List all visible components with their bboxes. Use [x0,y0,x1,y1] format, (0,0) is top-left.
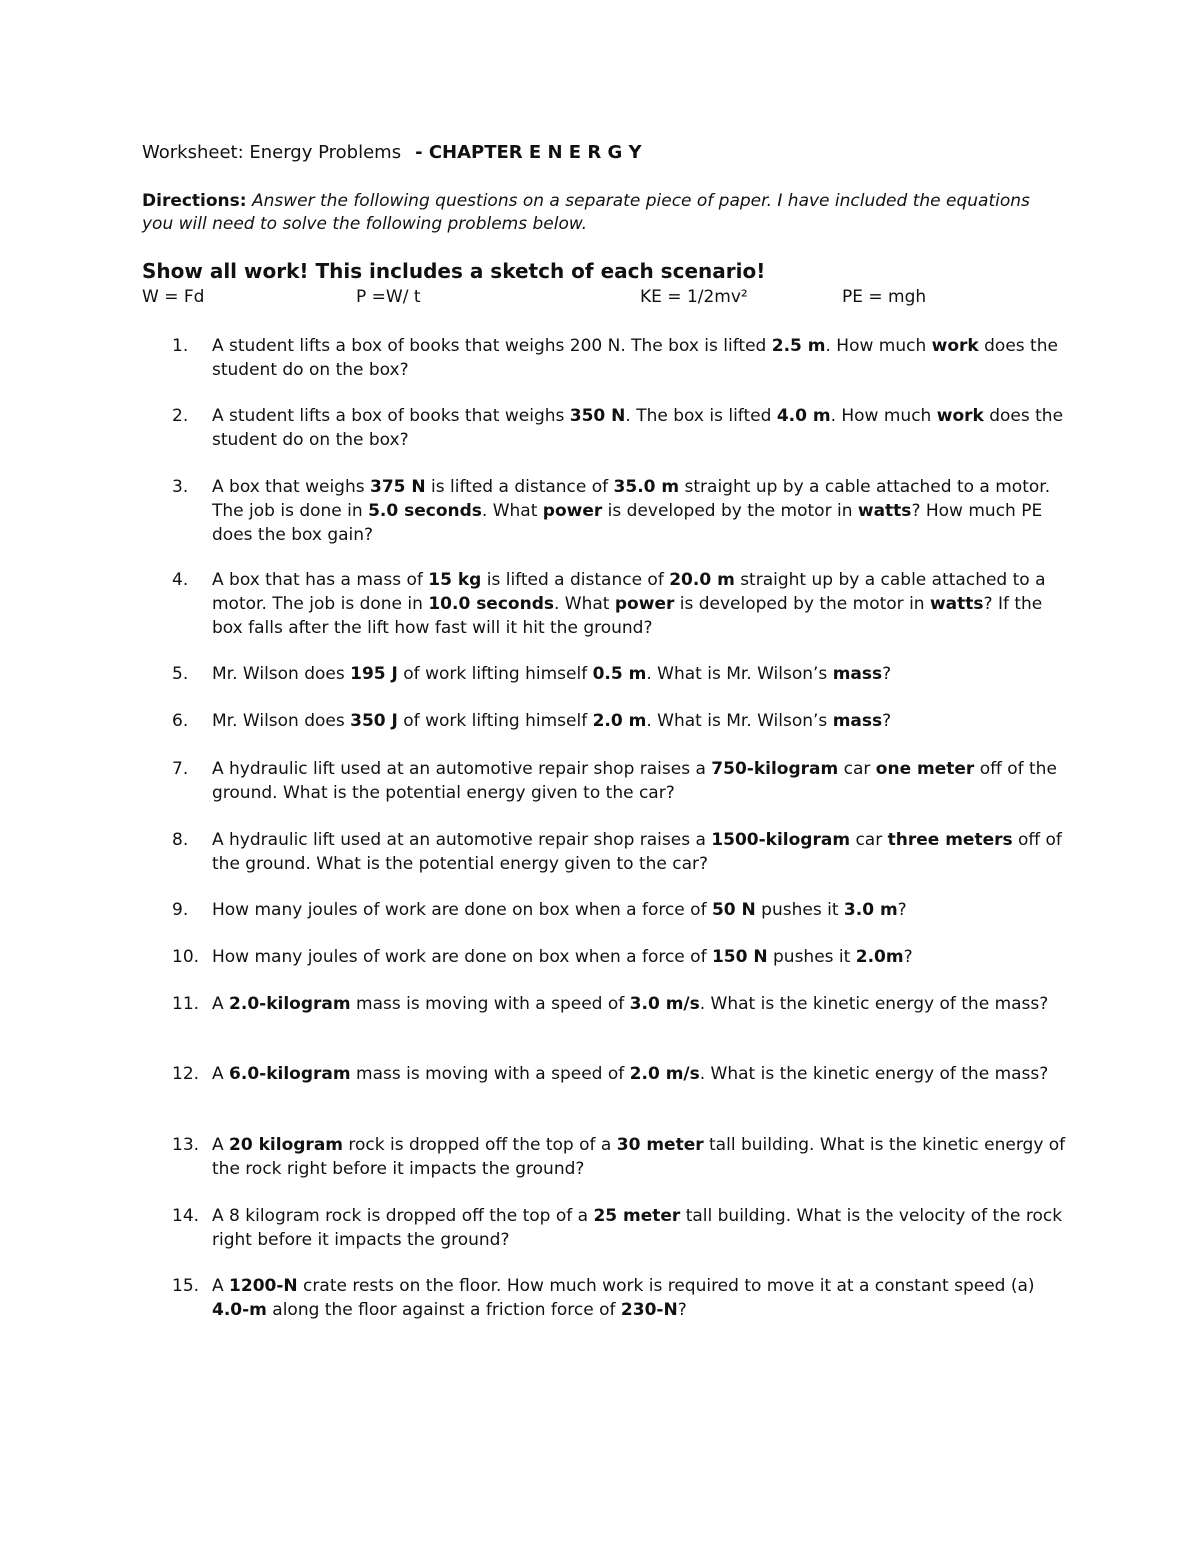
question-segment: rock is dropped off the top of a [343,1135,617,1155]
question-segment: A [212,1064,230,1084]
question-emphasis: 10.0 seconds [428,594,554,614]
chapter-label: - CHAPTER E N E R G Y [415,142,642,163]
question-emphasis: 25 meter [593,1206,681,1226]
question-segment: straight up by a cable attached to a motor. The job is done in [212,570,1046,614]
question-segment: off of the ground. What is the potential energy given to the car? [212,830,1062,874]
question-emphasis: 2.0 m [592,711,647,731]
question-emphasis: 15 kg [428,570,482,590]
question-segment: of work lifting himself [397,664,593,684]
question-text [212,709,1072,733]
question-number: 6. [172,711,189,731]
question-emphasis: 4.0 m [776,406,831,426]
question-emphasis: 2.0m [855,947,904,967]
question-segment: A 8 kilogram rock is dropped off the top of a [212,1206,594,1226]
question-emphasis: 1200-N [229,1276,298,1296]
question-segment: is developed by the motor in [674,594,930,614]
question-number: 13. [172,1135,200,1155]
question-number: 10. [172,947,200,967]
question-item [172,1274,1072,1322]
question-text [212,1204,1072,1252]
question-emphasis: one meter [875,759,975,779]
question-emphasis: watts [929,594,984,614]
question-segment: ? If the box falls after the lift how fast will it hit the ground? [212,594,1043,638]
question-segment: off of the ground. What is the potential energy given to the car? [212,759,1057,803]
question-segment: does the student do on the box? [212,406,1064,450]
question-emphasis: 6.0-kilogram [229,1064,351,1084]
question-emphasis: 375 N [370,477,426,497]
question-segment: . What [481,501,543,521]
directions-label: Directions: [142,191,247,211]
question-number: 11. [172,994,200,1014]
question-number: 7. [172,759,189,779]
question-number: 4. [172,570,189,590]
question-item [172,662,1072,686]
question-segment: ? [882,711,892,731]
question-segment: A [212,1135,230,1155]
question-item [172,475,1072,547]
question-emphasis: 150 N [711,947,768,967]
question-text [212,1062,1072,1086]
question-segment: pushes it [767,947,856,967]
question-emphasis: work [931,336,979,356]
question-segment: . How much [830,406,937,426]
question-segment: mass is moving with a speed of [350,994,630,1014]
question-emphasis: 5.0 seconds [368,501,482,521]
question-emphasis: three meters [887,830,1013,850]
question-number: 12. [172,1064,200,1084]
question-emphasis: 0.5 m [592,664,647,684]
question-text [212,662,1072,686]
directions-text: Answer the following questions on a separate piece of paper. I have included the equations you will need to solve the following problems below. [142,191,1030,234]
question-emphasis: 4.0-m [212,1300,267,1320]
question-emphasis: work [936,406,984,426]
question-segment: mass is moving with a speed of [350,1064,630,1084]
question-segment: . What is the kinetic energy of the mass? [699,1064,1049,1084]
question-emphasis: power [542,501,603,521]
question-segment: is lifted a distance of [481,570,670,590]
question-emphasis: 20.0 m [669,570,735,590]
question-item [172,709,1072,733]
question-segment: does the student do on the box? [212,336,1058,380]
question-emphasis: 350 J [350,711,398,731]
question-emphasis: 3.0 m/s [629,994,700,1014]
question-item [172,898,1072,922]
question-text [212,334,1072,382]
question-segment: A student lifts a box of books that weighs 200 N. The box is lifted [212,336,772,356]
question-number: 3. [172,477,189,497]
question-segment: of work lifting himself [397,711,593,731]
question-segment: . What is Mr. Wilson’s [646,711,833,731]
question-text [212,898,1072,922]
question-emphasis: watts [857,501,912,521]
question-emphasis: 1500-kilogram [711,830,851,850]
show-work-instruction: Show all work! This includes a sketch of each scenario! [142,259,766,283]
question-text [212,1133,1072,1181]
question-segment: How many joules of work are done on box when a force of [212,947,712,967]
question-segment: is developed by the motor in [602,501,858,521]
question-text [212,1274,1072,1322]
question-item [172,945,1072,969]
question-emphasis: 2.0-kilogram [229,994,351,1014]
question-segment: A box that weighs [212,477,371,497]
question-segment: A hydraulic lift used at an automotive repair shop raises a [212,759,712,779]
question-item [172,568,1072,640]
title-text: Worksheet: Energy Problems [142,142,402,163]
question-segment: . What [554,594,615,614]
question-item [172,828,1072,876]
question-segment: pushes it [755,900,844,920]
question-number: 1. [172,336,189,356]
question-segment: ? How much PE does the box gain? [212,501,1043,545]
question-emphasis: 350 N [569,406,626,426]
question-number: 5. [172,664,189,684]
equation-kinetic-energy: KE = 1/2mv² [640,287,748,307]
question-segment: ? [677,1300,687,1320]
question-segment: . What is the kinetic energy of the mass? [699,994,1049,1014]
question-segment: Mr. Wilson does [212,711,351,731]
equation-work: W = Fd [142,287,205,307]
question-emphasis: 35.0 m [613,477,680,497]
question-segment: A box that has a mass of [212,570,429,590]
question-segment: along the floor against a friction force of [266,1300,621,1320]
question-emphasis: 3.0 m [843,900,898,920]
question-item [172,992,1072,1016]
question-text [212,945,1072,969]
question-segment: . How much [825,336,932,356]
question-emphasis: mass [832,711,883,731]
question-segment: ? [903,947,913,967]
question-emphasis: 2.0 m/s [629,1064,700,1084]
question-segment: . What is Mr. Wilson’s [646,664,833,684]
question-segment: tall building. What is the kinetic energy of the rock right before it impacts the ground? [212,1135,1066,1179]
question-segment: A [212,994,230,1014]
question-emphasis: 30 meter [616,1135,704,1155]
question-text [212,828,1072,876]
question-number: 15. [172,1276,200,1296]
question-text [212,475,1072,547]
question-emphasis: 195 J [350,664,398,684]
question-segment: A [212,1276,230,1296]
equations-row [142,287,1062,311]
equation-potential-energy: PE = mgh [842,287,927,307]
question-item [172,757,1072,805]
question-segment: straight up by a cable attached to a motor. The job is done in [212,477,1051,521]
question-item [172,404,1072,452]
question-segment: A student lifts a box of books that weighs [212,406,570,426]
question-segment: How many joules of work are done on box when a force of [212,900,712,920]
question-segment: car [850,830,888,850]
question-segment: crate rests on the floor. How much work is required to move it at a constant speed (a) [297,1276,1035,1296]
question-emphasis: 2.5 m [771,336,826,356]
question-emphasis: 750-kilogram [711,759,839,779]
question-segment: Mr. Wilson does [212,664,351,684]
question-text [212,757,1072,805]
question-segment: ? [882,664,892,684]
question-number: 8. [172,830,189,850]
question-emphasis: mass [832,664,883,684]
question-segment: tall building. What is the velocity of the rock right before it impacts the ground? [212,1206,1063,1250]
directions [142,190,1062,236]
question-segment: . The box is lifted [625,406,777,426]
question-number: 14. [172,1206,200,1226]
question-item [172,1204,1072,1252]
question-emphasis: 230-N [620,1300,678,1320]
question-item [172,1062,1072,1086]
equation-power: P =W/ t [356,287,421,307]
question-segment: car [838,759,876,779]
question-segment: is lifted a distance of [425,477,614,497]
question-segment: ? [897,900,907,920]
question-number: 2. [172,406,189,426]
question-text [212,568,1072,640]
question-text [212,992,1072,1016]
question-item [172,1133,1072,1181]
question-emphasis: 20 kilogram [229,1135,343,1155]
worksheet-title [142,142,642,163]
question-number: 9. [172,900,189,920]
question-emphasis: power [614,594,675,614]
question-emphasis: 50 N [711,900,756,920]
question-text [212,404,1072,452]
question-segment: A hydraulic lift used at an automotive repair shop raises a [212,830,712,850]
question-item [172,334,1072,382]
